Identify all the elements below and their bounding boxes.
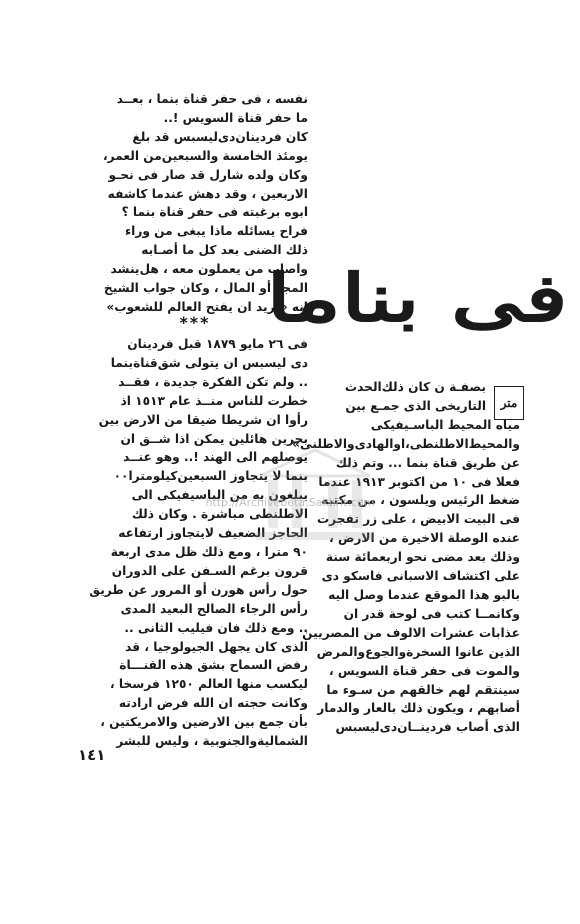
text-line: رفض السماح بشق هذه القنـــاة — [119, 658, 308, 673]
text-line: ضغط الرئيس ويلسون ، من مكتبه — [321, 493, 520, 508]
text-line: بصفـة ن كان ذلك‌الحدث — [344, 380, 486, 394]
text-line: رأوا ان شريطا ضيقا من الارض بين — [98, 412, 308, 427]
text-line: الاطلنطى مباشرة . وكان ذلك — [131, 507, 308, 522]
text-line: بالبو هذا الموقع عندما وصل اليه — [328, 587, 520, 602]
text-line: .. ولم تكن الفكرة جديدة ، فقــد — [118, 374, 308, 389]
text-line: سينتقم لهم خالقهم من سـوء ما — [326, 682, 520, 697]
text-line: نفسه ، فى حفر قناة بنما ، بعــد — [116, 92, 308, 106]
text-line: والموت فى حفر قناة السويس ، — [328, 663, 520, 678]
text-line: ذلك الضنى بعد كل ما أصـابه — [141, 243, 308, 258]
text-line: الشمالية‌والجنوبية ، وليس للبشر — [116, 734, 308, 749]
article-column-right — [272, 378, 520, 737]
text-line: على اكتشاف الاسبانى فاسكو دى — [321, 569, 520, 584]
text-line: وكانت حجته ان الله فرض ارادته — [118, 696, 308, 711]
text-line: بأن جمع بين الارضين والامريكتين ، — [100, 715, 308, 730]
text-line: دى ليسبس ان يتولى شق‌قناة‌بنما — [110, 355, 308, 370]
text-line: واصاب من يعملون معه ، هل‌ينشد — [110, 262, 308, 277]
text-line: ٩٠ مترا ، ومع ذلك ظل مدى اربعة — [110, 544, 308, 559]
text-line: ما حفر قناة السويس !.. — [163, 110, 308, 125]
text-line: وذلك بعد مضى نحو اربعمائة سنة — [325, 550, 520, 565]
text-line: مياه المحيط الباسـيفيكى — [370, 417, 520, 432]
text-line: عنده الوصلة الاخيرة من الارض ، — [329, 531, 520, 546]
text-line: الذى أصاب فردينــان‌دى‌ليسبس — [335, 720, 520, 735]
page-number: ١٤١ — [78, 746, 106, 764]
text-line: الذين عانوا السخرة‌والجوع‌والمرض — [316, 644, 520, 659]
text-line: يومئذ الخامسة والسبعين‌من العمر، — [102, 148, 308, 163]
text-line: وكانمــا كتب فى لوحة قدر ان — [343, 606, 520, 621]
text-line: رأس الرجاء الصالح البعيد المدى — [120, 601, 308, 616]
article-headline: فى بناما — [266, 259, 568, 337]
text-line: خطرت للناس منــذ عام ١٥١٣ اذ — [120, 393, 308, 408]
text-line: .. ومع ذلك فان فيليب الثانى .. — [124, 620, 308, 635]
text-line: كان فردينان‌دى‌ليسبس قد بلغ — [132, 129, 308, 144]
text-line: المجد أو المال ، وكان جواب الشيخ — [103, 281, 308, 296]
text-line: عن طريق قناة بنما ... وتم ذلك — [335, 455, 520, 470]
text-line: قرون برغم السـفن على الدوران — [111, 563, 308, 578]
drop-cap-badge: متر — [494, 386, 524, 420]
text-line: والمحيط‌الاطلنطى،او‌الهادى‌والاطلنى» — [292, 436, 520, 451]
text-line: عذابات عشرات الالوف من المصريين — [302, 625, 520, 640]
text-line: الذى كان يجهل الجيولوجيا ، قد — [125, 639, 308, 654]
archive-watermark-url: http://Archivebeta.Sakhrit.com — [205, 496, 375, 509]
text-line: فراح يسائله ماذا يبغى من وراء — [124, 224, 308, 239]
text-line: انه «يريد ان يفتح العالم للشعوب» — [106, 299, 308, 314]
text-line: الحاجز الضعيف لايتجاوز ارتفاعه — [118, 526, 308, 541]
text-line: التاريخى الذى جمـع بين — [345, 398, 486, 413]
text-line: أصابهم ، ويكون ذلك بالعار والدمار — [317, 701, 520, 716]
text-line: فى البيت الابيض ، على زر تفجرت — [316, 512, 520, 527]
text-line: وكان ولده شارل قد صار فى نحـو — [108, 167, 308, 182]
text-line: بنما لا يتجاوز السبعين‌كيلومترا٠٠ — [113, 469, 308, 484]
text-line: بحرين هائلين يمكن اذا شــق ان — [120, 431, 308, 446]
text-line: فعلا فى ١٠ من اكتوبر ١٩١٣ عندما — [318, 474, 520, 489]
text-line: ابوه برغبته فى حفر قناة بنما ؟ — [121, 205, 308, 220]
text-line: حول رأس هورن أو المرور عن طريق — [89, 582, 308, 597]
text-line: يوصلهم الى الهند !.. وهو عنــد — [123, 450, 308, 465]
text-line: الاربعين ، وقد دهش عندما كاشفه — [107, 186, 308, 201]
text-line: ليكسب منها العالم ١٢٥٠ فرسخا ، — [110, 677, 308, 692]
section-separator-stars: *** — [179, 313, 211, 332]
text-line: فى ٢٦ مايو ١٨٧٩ قبل فردينان — [127, 337, 308, 351]
text-line: يبلغون به من الباسيفيكى الى — [131, 488, 308, 503]
